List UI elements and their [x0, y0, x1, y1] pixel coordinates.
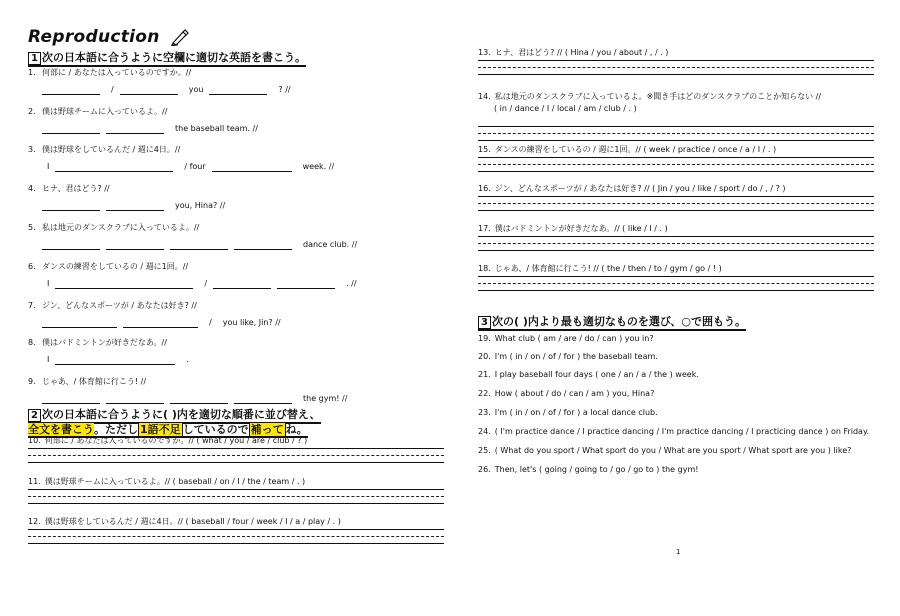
- question-number: 21.: [478, 370, 491, 379]
- answer-fill-line: [42, 394, 353, 404]
- fill-text: I: [47, 355, 50, 364]
- question-number: 19.: [478, 334, 491, 343]
- fill-text: .: [186, 355, 189, 364]
- fill-text: the baseball team. //: [175, 124, 258, 133]
- question-prompt: [28, 301, 197, 311]
- fill-text: week. //: [302, 162, 335, 171]
- answer-fill-line: [42, 85, 297, 95]
- reorder-question: [478, 184, 786, 194]
- choice-question[interactable]: [478, 427, 869, 437]
- fill-text: I: [47, 162, 50, 171]
- answer-blank[interactable]: [42, 125, 100, 134]
- section1-heading: [28, 52, 306, 67]
- reorder-question: [478, 48, 668, 58]
- question-prompt: [28, 223, 199, 233]
- answer-fill-line: [42, 240, 363, 250]
- pencil-writing-icon: [170, 28, 190, 46]
- section2-number: 2: [28, 409, 41, 422]
- question-japanese-text: じゃあ、/ 体育館に行こう! //: [42, 377, 147, 386]
- writing-line[interactable]: [478, 276, 874, 277]
- choice-question[interactable]: [478, 389, 654, 399]
- answer-blank[interactable]: [42, 86, 100, 95]
- choice-question[interactable]: [478, 370, 699, 380]
- section1-heading-text: 次の日本語に合うように空欄に適切な英語を書こう。: [41, 51, 306, 64]
- question-text: 僕は野球をしているんだ / 週に4日。// ( baseball / four / week / I / a / play / . ): [44, 517, 341, 526]
- answer-blank[interactable]: [277, 280, 335, 289]
- choice-question[interactable]: [478, 446, 851, 456]
- fill-text: you like, Jin? //: [222, 318, 281, 327]
- answer-blank[interactable]: [55, 356, 175, 365]
- question-number: 17.: [478, 224, 491, 233]
- question-number: 24.: [478, 427, 491, 436]
- writing-line[interactable]: [478, 210, 874, 211]
- writing-line[interactable]: [28, 543, 444, 544]
- question-number: 20.: [478, 352, 491, 361]
- answer-blank[interactable]: [234, 241, 292, 250]
- question-text: 僕は野球チームに入っているよ。// ( baseball / on / I / the / team / . ): [44, 477, 306, 486]
- fill-text: /: [209, 318, 212, 327]
- section2-heading-text3: しているので: [182, 423, 249, 436]
- answer-blank[interactable]: [106, 125, 164, 134]
- question-number: 11.: [28, 477, 41, 486]
- answer-blank[interactable]: [42, 319, 117, 328]
- question-prompt: [28, 184, 110, 194]
- fill-text: . //: [346, 279, 357, 288]
- question-japanese-text: 私は地元のダンスクラブに入っているよ。//: [42, 223, 200, 232]
- section3-heading: [478, 316, 746, 331]
- question-number: 8.: [28, 338, 36, 347]
- question-japanese-text: 僕は野球をしているんだ / 週に4日。//: [42, 145, 181, 154]
- question-number: 18.: [478, 264, 491, 273]
- section2-heading-text2: 。ただし: [94, 423, 138, 436]
- question-text: ダンスの練習をしているの / 週に1回。// ( week / practice / once / a / I / . ): [494, 145, 777, 154]
- answer-blank[interactable]: [106, 202, 164, 211]
- section2-heading-highlight-full-sentence: 全文を書こう: [28, 423, 94, 436]
- reorder-question: [28, 436, 307, 446]
- answer-blank[interactable]: [213, 280, 271, 289]
- reorder-question: [478, 92, 821, 102]
- writing-line[interactable]: [478, 243, 874, 244]
- writing-line[interactable]: [478, 250, 874, 251]
- reorder-question: [28, 517, 341, 527]
- answer-fill-line: [42, 201, 231, 211]
- writing-line[interactable]: [478, 164, 874, 165]
- reorder-question: [478, 264, 722, 274]
- fill-text: /: [204, 279, 208, 288]
- writing-line[interactable]: [478, 74, 874, 75]
- question-prompt: [28, 68, 191, 78]
- answer-blank[interactable]: [42, 395, 100, 404]
- answer-blank[interactable]: [212, 163, 292, 172]
- question-number: 10.: [28, 436, 41, 445]
- question-number: 7.: [28, 301, 36, 310]
- answer-blank[interactable]: [55, 163, 173, 172]
- writing-line[interactable]: [28, 496, 444, 497]
- answer-fill-line: [42, 124, 264, 134]
- answer-blank[interactable]: [120, 86, 178, 95]
- question-text: 何部に / あなたは入っているのですか。// ( what / you / are / club / ? ): [44, 436, 308, 445]
- choice-question[interactable]: [478, 352, 658, 362]
- question-number: 2.: [28, 107, 36, 116]
- writing-line[interactable]: [478, 60, 874, 61]
- title-area: [28, 26, 190, 48]
- writing-line[interactable]: [28, 529, 444, 530]
- question-number: 26.: [478, 465, 491, 474]
- question-prompt: [28, 377, 146, 387]
- question-prompt: [28, 338, 167, 348]
- question-text: What club ( am / are / do / can ) you in?: [494, 334, 654, 343]
- question-number: 4.: [28, 184, 36, 193]
- writing-line[interactable]: [28, 462, 444, 463]
- writing-line[interactable]: [28, 503, 444, 504]
- question-number: 12.: [28, 517, 41, 526]
- fill-text: /: [111, 85, 114, 94]
- fill-text: / four: [184, 162, 206, 171]
- question-number: 16.: [478, 184, 491, 193]
- question-number: 22.: [478, 389, 491, 398]
- writing-line[interactable]: [478, 140, 874, 141]
- choice-question[interactable]: [478, 465, 698, 475]
- answer-blank[interactable]: [106, 395, 164, 404]
- question-number: 23.: [478, 408, 491, 417]
- question-japanese-text: 何部に / あなたは入っているのですか。//: [42, 68, 192, 77]
- question-number: 6.: [28, 262, 36, 271]
- fill-text: you, Hina? //: [175, 201, 226, 210]
- question-text: ( I'm practice dance / I practice dancing / I'm practice dancing / I practicing dance ) on Friday.: [494, 427, 870, 436]
- writing-line[interactable]: [28, 536, 444, 537]
- fill-text: you: [188, 85, 204, 94]
- question-number: 1.: [28, 68, 36, 77]
- question-number: 9.: [28, 377, 36, 386]
- writing-line[interactable]: [478, 157, 874, 158]
- answer-fill-line: [42, 355, 195, 365]
- section3-heading-text: 次の( )内より最も適切なものを選び、○で囲もう。: [491, 315, 747, 328]
- worksheet-title: Reproduction: [28, 27, 160, 47]
- question-text: ( What do you sport / What sport do you / What are you sport / What sport are you ) like?: [494, 446, 852, 455]
- section2-heading-text4: ね。: [285, 423, 308, 436]
- answer-blank[interactable]: [55, 280, 193, 289]
- answer-blank[interactable]: [106, 241, 164, 250]
- reorder-word-bank: [494, 104, 637, 114]
- writing-line[interactable]: [28, 448, 444, 449]
- page-number: 1: [676, 548, 681, 556]
- answer-blank[interactable]: [234, 395, 292, 404]
- question-number: 25.: [478, 446, 491, 455]
- writing-line[interactable]: [478, 133, 874, 134]
- question-text: I'm ( in / on / of / for ) a local dance club.: [494, 408, 658, 417]
- question-japanese-text: ヒナ、君はどう? //: [42, 184, 110, 193]
- writing-line[interactable]: [478, 283, 874, 284]
- answer-blank[interactable]: [170, 395, 228, 404]
- choice-question[interactable]: [478, 334, 654, 344]
- answer-blank[interactable]: [209, 86, 267, 95]
- writing-line[interactable]: [478, 67, 874, 68]
- writing-line[interactable]: [478, 171, 874, 172]
- reorder-question: [478, 224, 668, 234]
- question-prompt: [28, 107, 167, 117]
- writing-line[interactable]: [478, 126, 874, 127]
- section3-number: 3: [478, 316, 491, 329]
- answer-fill-line: [42, 279, 363, 289]
- question-text: ヒナ、君はどう? // ( Hina / you / about / , / . ): [494, 48, 669, 57]
- question-word-bank: ( in / dance / I / local / am / club / . ): [494, 104, 637, 113]
- writing-line[interactable]: [478, 203, 874, 204]
- question-text: Then, let's ( going / going to / go / go to ) the gym!: [494, 465, 699, 474]
- answer-fill-line: [42, 162, 340, 172]
- question-japanese-text: 僕は野球チームに入っているよ。//: [42, 107, 168, 116]
- question-japanese-text: ジン、どんなスポーツが / あなたは好き? //: [42, 301, 197, 310]
- fill-text: the gym! //: [303, 394, 348, 403]
- answer-blank[interactable]: [42, 202, 100, 211]
- writing-line[interactable]: [28, 489, 444, 490]
- question-text: How ( about / do / can / am ) you, Hina?: [494, 389, 655, 398]
- fill-text: dance club. //: [303, 240, 358, 249]
- answer-blank[interactable]: [42, 241, 100, 250]
- writing-line[interactable]: [478, 236, 874, 237]
- reorder-question: [28, 477, 305, 487]
- question-prompt: [28, 262, 188, 272]
- answer-blank[interactable]: [170, 241, 228, 250]
- question-text: I play baseball four days ( one / an / a / the ) week.: [494, 370, 699, 379]
- question-number: 15.: [478, 145, 491, 154]
- answer-fill-line: [42, 318, 287, 328]
- section2-heading-text1: 次の日本語に合うように( )内を適切な順番に並び替え、: [41, 408, 321, 421]
- question-text: 僕はバドミントンが好きだなあ。// ( like / I / . ): [494, 224, 668, 233]
- question-number: 5.: [28, 223, 36, 232]
- choice-question[interactable]: [478, 408, 658, 418]
- question-text: ジン、どんなスポーツが / あなたは好き? // ( Jin / you / like / sport / do / , / ? ): [494, 184, 786, 193]
- section2-heading-highlight-supplement: 補って: [250, 423, 284, 436]
- question-prompt: [28, 145, 180, 155]
- question-number: 3.: [28, 145, 36, 154]
- question-japanese-text: 僕はバドミントンが好きだなあ。//: [42, 338, 167, 347]
- question-text: 私は地元のダンスクラブに入っているよ。※聞き手はどのダンスクラブのことか知らない //: [494, 92, 822, 101]
- writing-line[interactable]: [478, 290, 874, 291]
- answer-blank[interactable]: [123, 319, 198, 328]
- fill-text: ? //: [278, 85, 291, 94]
- question-number: 14.: [478, 92, 491, 101]
- reorder-question: [478, 145, 776, 155]
- question-japanese-text: ダンスの練習をしているの / 週に1回。//: [42, 262, 189, 271]
- section2-heading-highlight-missing-word: 1語不足: [140, 423, 181, 436]
- writing-line[interactable]: [28, 455, 444, 456]
- fill-text: I: [47, 279, 50, 288]
- question-text: じゃあ、/ 体育館に行こう! // ( the / then / to / gym / go / ! ): [494, 264, 722, 273]
- question-text: I'm ( in / on / of / for ) the baseball team.: [494, 352, 658, 361]
- writing-line[interactable]: [478, 196, 874, 197]
- section1-number: 1: [28, 52, 41, 65]
- question-number: 13.: [478, 48, 491, 57]
